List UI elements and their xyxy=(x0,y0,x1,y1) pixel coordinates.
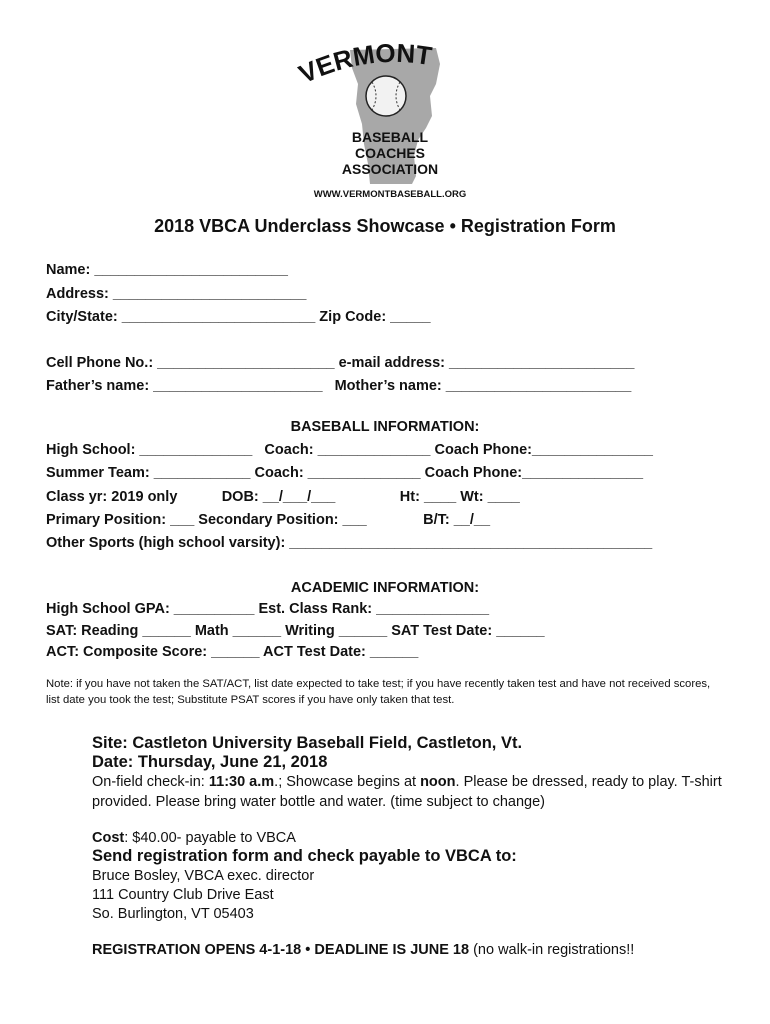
test-note: Note: if you have not taken the SAT/ACT, list date expected to take test; if you have recently taken test and have not received scores, list date you took the test; Substitute PSAT scores if you have only taken that test. xyxy=(46,678,711,706)
city-zip-field[interactable]: City/State: ________________________ Zip Code: _____ xyxy=(46,309,431,325)
class-dob-field[interactable]: Class yr: 2019 only DOB: __/___/___ Ht: ____ Wt: ____ xyxy=(46,489,520,505)
high-school-field[interactable]: High School: ______________ Coach: ______________ Coach Phone:_______________ xyxy=(46,442,653,458)
send-line: Send registration form and check payable to VBCA to: xyxy=(92,847,517,865)
logo-line3: ASSOCIATION xyxy=(341,161,439,177)
logo-arc-text: VERMONT xyxy=(294,44,434,90)
act-field[interactable]: ACT: Composite Score: ______ ACT Test Date: ______ xyxy=(46,644,419,660)
address-line-2: 111 Country Club Drive East xyxy=(92,887,274,903)
gpa-field[interactable]: High School GPA: __________ Est. Class Rank: ______________ xyxy=(46,601,490,617)
cost-line: Cost: $40.00- payable to VBCA xyxy=(92,830,296,846)
cell-email-field[interactable]: Cell Phone No.: ______________________ e-mail address: _______________________ xyxy=(46,355,635,371)
address-line-3: So. Burlington, VT 05403 xyxy=(92,906,254,922)
logo-website: WWW.VERMONTBASEBALL.ORG xyxy=(313,189,467,200)
address-field[interactable]: Address: ________________________ xyxy=(46,286,307,302)
baseball-heading: BASEBALL INFORMATION: xyxy=(290,419,480,435)
checkin-paragraph: On-field check-in: 11:30 a.m.; Showcase begins at noon. Please be dressed, ready to play. T-shirt provided. Please bring water bottle and water. (time subject to change) xyxy=(92,774,722,810)
position-field[interactable]: Primary Position: ___ Secondary Position: ___ B/T: __/__ xyxy=(46,512,491,528)
address-line-1: Bruce Bosley, VBCA exec. director xyxy=(92,868,315,884)
summer-team-field[interactable]: Summer Team: ____________ Coach: ______________ Coach Phone:_______________ xyxy=(46,465,644,481)
registration-deadline: REGISTRATION OPENS 4-1-18 • DEADLINE IS JUNE 18 (no walk-in registrations!! xyxy=(92,942,635,958)
name-field[interactable]: Name: ________________________ xyxy=(46,262,288,278)
other-sports-field[interactable]: Other Sports (high school varsity): _____________________________________________ xyxy=(46,535,653,551)
site-line: Site: Castleton University Baseball Field, Castleton, Vt. xyxy=(92,734,523,752)
parents-field[interactable]: Father’s name: _____________________ Mother’s name: _______________________ xyxy=(46,378,632,394)
date-line: Date: Thursday, June 21, 2018 xyxy=(92,753,328,771)
form-title: 2018 VBCA Underclass Showcase • Registration Form xyxy=(154,216,616,236)
logo-line1: BASEBALL xyxy=(351,129,429,145)
logo-line2: COACHES xyxy=(354,145,426,161)
academic-heading: ACADEMIC INFORMATION: xyxy=(290,580,480,596)
vbca-logo xyxy=(290,44,490,204)
sat-field[interactable]: SAT: Reading ______ Math ______ Writing ______ SAT Test Date: ______ xyxy=(46,623,545,639)
